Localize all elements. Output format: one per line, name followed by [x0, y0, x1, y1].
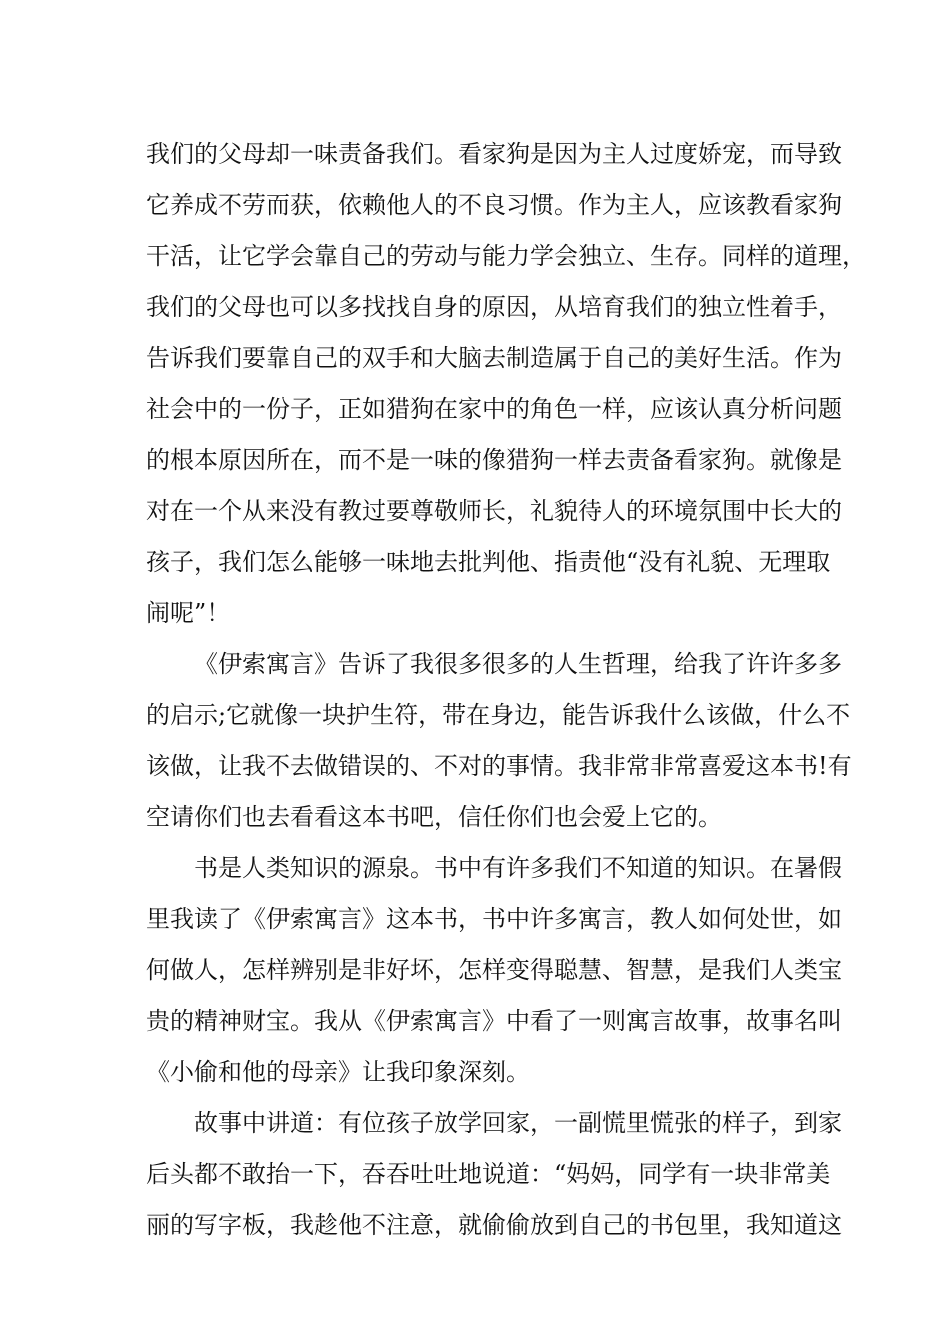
paragraph-3-line-2: 里我读了《伊索寓言》这本书，书中许多寓言，教人如何处世，如	[146, 905, 842, 933]
text-line-4: 我们的父母也可以多找找自身的原因，从培育我们的独立性着手，	[146, 293, 842, 321]
paragraph-4-line-1: 故事中讲道：有位孩子放学回家，一副慌里慌张的样子，到家	[194, 1109, 842, 1137]
text-line-9: 孩子，我们怎么能够一味地去批判他、指责他“没有礼貌、无理取	[146, 548, 831, 576]
paragraph-2-line-1: 《伊索寓言》告诉了我很多很多的人生哲理，给我了许许多多	[194, 650, 842, 678]
paragraph-3-line-3: 何做人，怎样辨别是非好坏，怎样变得聪慧、智慧，是我们人类宝	[146, 956, 842, 984]
text-line-1: 我们的父母却一味责备我们。看家狗是因为主人过度娇宠，而导致	[146, 140, 842, 168]
paragraph-2-line-2: 的启示;它就像一块护生符，带在身边，能告诉我什么该做，什么不	[146, 701, 851, 729]
text-line-10: 闹呢”！	[146, 599, 231, 627]
text-line-5: 告诉我们要靠自己的双手和大脑去制造属于自己的美好生活。作为	[146, 344, 842, 372]
text-line-8: 对在一个从来没有教过要尊敬师长，礼貌待人的环境氛围中长大的	[146, 497, 842, 525]
text-line-7: 的根本原因所在，而不是一味的像猎狗一样去责备看家狗。就像是	[146, 446, 842, 474]
text-line-3: 干活，让它学会靠自己的劳动与能力学会独立、生存。同样的道理，	[146, 242, 866, 270]
text-line-2: 它养成不劳而获，依赖他人的不良习惯。作为主人，应该教看家狗	[146, 191, 842, 219]
paragraph-4-line-3: 丽的写字板，我趁他不注意，就偷偷放到自己的书包里，我知道这	[146, 1211, 842, 1239]
paragraph-3-line-1: 书是人类知识的源泉。书中有许多我们不知道的知识。在暑假	[194, 854, 842, 882]
paragraph-4-line-2: 后头都不敢抬一下，吞吞吐吐地说道：“妈妈，同学有一块非常美	[146, 1160, 831, 1188]
paragraph-2-line-3: 该做，让我不去做错误的、不对的事情。我非常非常喜爱这本书!有	[146, 752, 852, 780]
paragraph-3-line-5: 《小偷和他的母亲》让我印象深刻。	[146, 1058, 530, 1086]
text-line-6: 社会中的一份子，正如猎狗在家中的角色一样，应该认真分析问题	[146, 395, 842, 423]
paragraph-2-line-4: 空请你们也去看看这本书吧，信任你们也会爱上它的。	[146, 803, 722, 831]
paragraph-3-line-4: 贵的精神财宝。我从《伊索寓言》中看了一则寓言故事，故事名叫	[146, 1007, 842, 1035]
